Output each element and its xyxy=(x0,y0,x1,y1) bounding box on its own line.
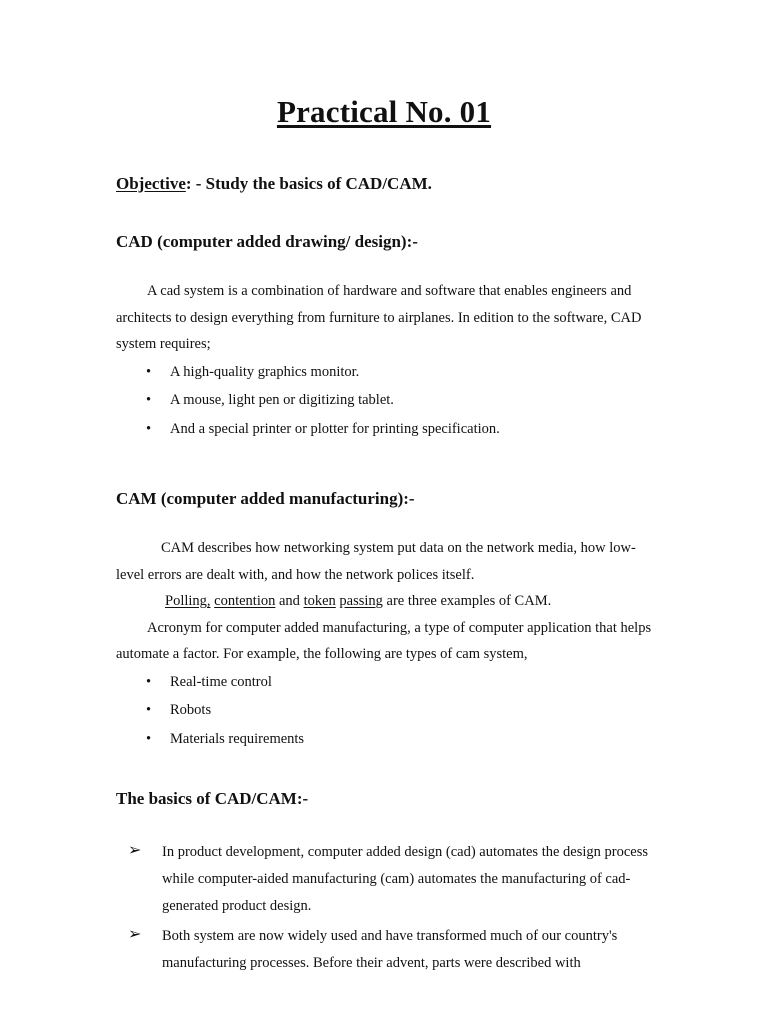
link-passing: passing xyxy=(339,593,383,609)
bullet-icon: • xyxy=(146,673,152,690)
objective-label: Objective xyxy=(116,174,186,193)
cam-examples-line xyxy=(116,588,652,615)
bullet-icon: • xyxy=(146,420,152,437)
list-item-text: In product development, computer added design (cad) automates the design process while computer-aided manufacturing (cam) automates the manufacturing of cad-generated product design. xyxy=(162,844,648,914)
list-item-text: Both system are now widely used and have transformed much of our country's manufacturing processes. Before their advent, parts were described with xyxy=(162,928,618,971)
arrow-bullet-icon: ➢ xyxy=(128,842,142,859)
cam-types-list xyxy=(116,668,652,754)
basics-list xyxy=(116,839,652,977)
bullet-icon: • xyxy=(146,730,152,747)
cam-paragraph-1: CAM describes how networking system put data on the network media, how low-level errors are dealt with, and how the network polices itself. xyxy=(116,540,636,583)
list-item-text: Real-time control xyxy=(170,673,272,690)
list-item xyxy=(116,386,652,415)
list-item xyxy=(116,725,652,754)
bullet-icon: • xyxy=(146,702,152,718)
objective-line xyxy=(116,174,652,194)
examples-and: and xyxy=(279,593,300,609)
link-contention: contention xyxy=(214,593,276,609)
bullet-icon: • xyxy=(146,363,152,380)
page-title-text: Practical No. 01 xyxy=(276,94,492,129)
cad-heading: CAD (computer added drawing/ design):- xyxy=(116,232,418,251)
list-item xyxy=(116,415,652,444)
examples-rest: are three examples of CAM. xyxy=(386,593,552,609)
objective-text: : - Study the basics of CAD/CAM. xyxy=(185,174,432,193)
bullet-icon: • xyxy=(146,392,152,408)
list-item xyxy=(116,923,652,977)
link-token: token xyxy=(303,593,336,609)
page-title xyxy=(116,94,652,130)
list-item-text: And a special printer or plotter for printing specification. xyxy=(170,420,500,437)
list-item xyxy=(116,696,652,725)
list-item xyxy=(116,839,652,920)
list-item xyxy=(116,668,652,697)
list-item-text: A mouse, light pen or digitizing tablet. xyxy=(170,392,394,408)
list-item xyxy=(116,358,652,387)
list-item-text: Robots xyxy=(170,702,212,718)
link-polling: Polling, xyxy=(165,593,211,609)
list-item-text: A high-quality graphics monitor. xyxy=(170,363,360,380)
cam-paragraph-2: Acronym for computer added manufacturing, a type of computer application that helps automate a factor. For example, the following are types of cam system, xyxy=(116,619,652,662)
cad-paragraph: A cad system is a combination of hardware and software that enables engineers and architects to design everything from furniture to airplanes. In edition to the software, CAD system requires; xyxy=(116,283,642,352)
list-item-text: Materials requirements xyxy=(170,730,305,747)
arrow-bullet-icon: ➢ xyxy=(128,926,142,943)
cad-requirements-list xyxy=(116,358,652,444)
basics-heading: The basics of CAD/CAM:- xyxy=(116,789,309,808)
cam-heading: CAM (computer added manufacturing):- xyxy=(116,489,415,508)
